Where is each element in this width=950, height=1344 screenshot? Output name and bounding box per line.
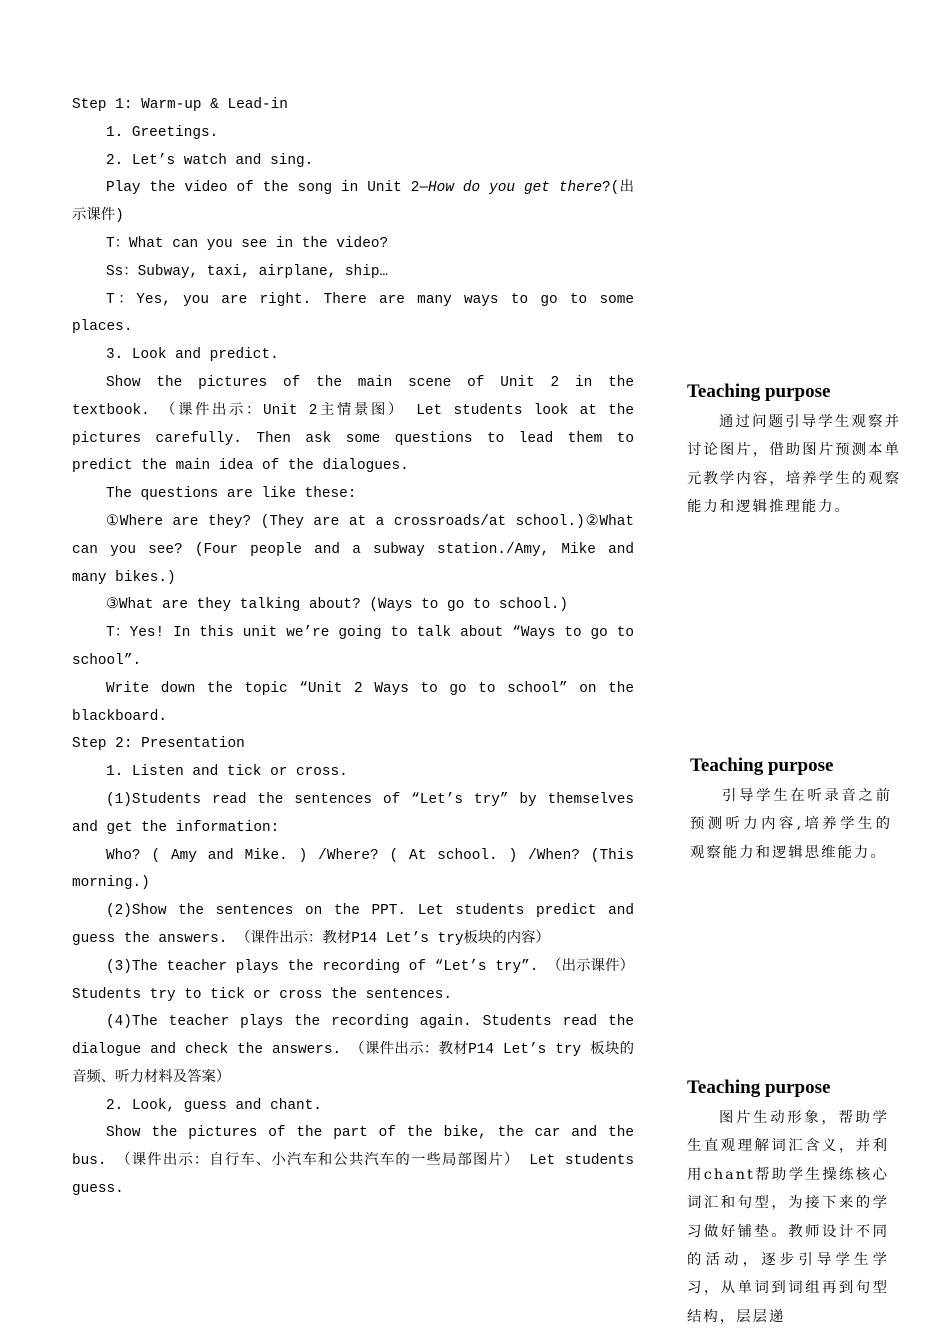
text-run: Show the pictures of the main scene of Unit 2 in the textbook. （课件出示：Unit 2主情景图） Let students look at the pictures carefully. Then ask some questions to lead them to predict the main idea of the dialogues. [72, 374, 634, 475]
step-heading [72, 731, 634, 759]
text-run: T：Yes, you are right. There are many ways to go to some places. [72, 291, 634, 336]
paragraph [72, 287, 634, 343]
text-run: ①Where are they? (They are at a crossroads/at school.)②What can you see? (Four people and a subway station./Amy, Mike and many bikes.) [72, 513, 634, 586]
paragraph [72, 259, 634, 287]
paragraph [72, 592, 634, 620]
text-run: T：Yes! In this unit we’re going to talk about “Ways to go to school”. [72, 625, 634, 669]
text-run: Show the pictures of the part of the bike, the car and the bus. （课件出示：自行车、小汽车和公共汽车的一些局部图片） Let students guess. [72, 1125, 634, 1198]
paragraph [72, 787, 634, 843]
teaching-purpose-note-1 [687, 380, 901, 522]
paragraph [72, 676, 634, 732]
step-heading [72, 92, 634, 120]
paragraph [72, 843, 634, 899]
lesson-plan-body [72, 92, 634, 1204]
teaching-purpose-note-3 [687, 1076, 889, 1331]
paragraph [72, 231, 634, 259]
text-run: 1. Listen and tick or cross. [106, 764, 348, 781]
note-title: Teaching purpose [690, 755, 834, 776]
text-run: Write down the topic “Unit 2 Ways to go to school” on the blackboard. [72, 680, 634, 725]
text-run: (2)Show the sentences on the PPT. Let students predict and guess the answers. （课件出示：教材P14 Let’s try板块的内容） [72, 903, 634, 947]
paragraph [72, 898, 634, 954]
text-run: (3)The teacher plays the recording of “Let’s try”. （出示课件） Students try to tick or cross the sentences. [72, 958, 634, 1003]
paragraph [72, 120, 634, 148]
paragraph [72, 342, 634, 370]
paragraph [72, 620, 634, 676]
text-run: Who? ( Amy and Mike. ) /Where? ( At school. ) /When? (This morning.) [72, 847, 634, 892]
paragraph [72, 148, 634, 176]
paragraph [72, 759, 634, 787]
text-run: ?(出示课件) [72, 180, 635, 225]
text-run: Play the video of the song in Unit 2— [106, 180, 429, 197]
text-run: Step 1: Warm-up & Lead-in [72, 97, 288, 113]
paragraph [72, 481, 634, 509]
text-run: (1)Students read the sentences of “Let’s try” by themselves and get the information: [72, 791, 634, 836]
paragraph [72, 954, 634, 1010]
text-run: Step 2: Presentation [72, 736, 245, 753]
note-text: 引导学生在听录音之前预测听力内容,培养学生的观察能力和逻辑思维能力。 [690, 788, 892, 861]
teaching-purpose-note-2 [690, 754, 892, 867]
text-run: 3. Look and predict. [106, 347, 279, 364]
note-title: Teaching purpose [687, 1077, 831, 1098]
text-run: T：What can you see in the video? [106, 235, 389, 252]
paragraph [72, 175, 634, 231]
paragraph [72, 370, 634, 481]
note-text: 通过问题引导学生观察并讨论图片，借助图片预测本单元教学内容，培养学生的观察能力和逻辑推理能力。 [687, 414, 901, 516]
italic-title: How do you get there [428, 180, 603, 197]
text-run: 1. Greetings. [106, 124, 219, 141]
paragraph [72, 1009, 634, 1092]
text-run: Ss：Subway, taxi, airplane, ship… [106, 263, 389, 280]
note-title: Teaching purpose [687, 381, 831, 402]
text-run: 2. Look, guess and chant. [106, 1097, 322, 1114]
text-run: The questions are like these: [106, 486, 357, 503]
note-text: 图片生动形象，帮助学生直观理解词汇含义，并利用chant帮助学生操练核心词汇和句型，为接下来的学习做好铺垫。教师设计不同的活动，逐步引导学生学习，从单词到词组再到句型结构，层层递 [687, 1110, 889, 1325]
text-run: (4)The teacher plays the recording again. Students read the dialogue and check the answers. （课件出示：教材P14 Let’s try 板块的音频、听力材料及答案） [72, 1014, 634, 1086]
text-run: 2. Let’s watch and sing. [106, 152, 314, 169]
text-run: ③What are they talking about? (Ways to go to school.) [106, 597, 568, 614]
paragraph [72, 1120, 634, 1203]
paragraph [72, 1093, 634, 1121]
paragraph [72, 509, 634, 592]
